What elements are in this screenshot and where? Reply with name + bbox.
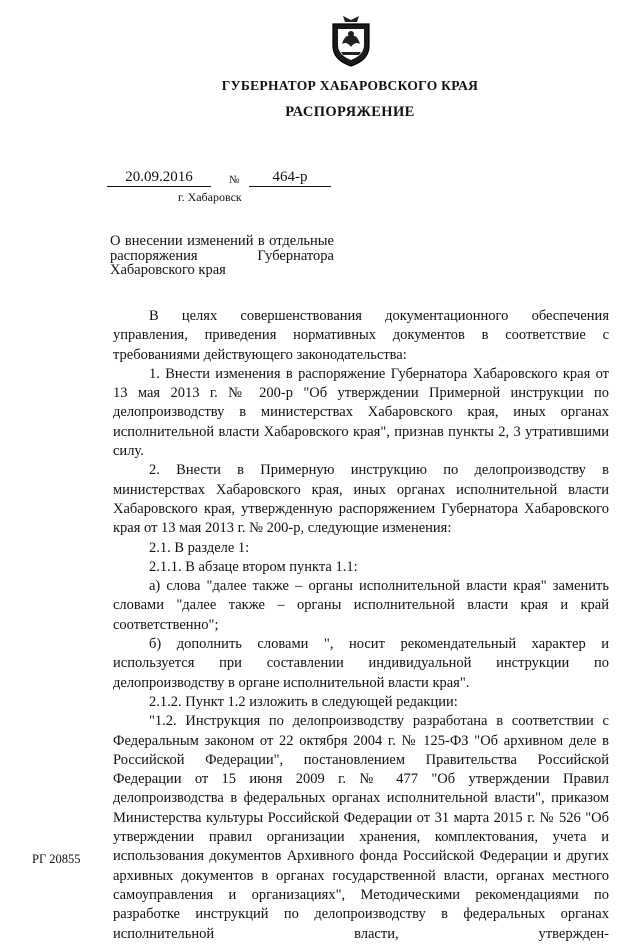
- issuing-authority-title: ГУБЕРНАТОР ХАБАРОВСКОГО КРАЯ: [221, 78, 479, 93]
- body-paragraph: б) дополнить словами ", носит рекомендательный характер и используется при составлении индивидуальной инструкции по делопроизводству в органе исполнительной власти края".: [113, 636, 609, 691]
- document-subject: О внесении изменений в отдельные распоряжения Губернатора Хабаровского края: [110, 233, 334, 278]
- body-paragraph: а) слова "далее также – органы исполнительной власти края" заменить словами "далее также – органы исполнительной власти края и край соответственно";: [113, 578, 609, 633]
- body-paragraph: 2.1.1. В абзаце втором пункта 1.1:: [149, 558, 358, 575]
- number-sign: №: [229, 174, 241, 186]
- document-body: [113, 307, 609, 944]
- document-type-title: РАСПОРЯЖЕНИЕ: [285, 104, 415, 120]
- document-number: 464-р: [249, 169, 331, 187]
- document-date: 20.09.2016: [107, 169, 211, 187]
- document-code: РГ 20855: [32, 852, 81, 866]
- body-paragraph: 2. Внести в Примерную инструкцию по делопроизводству в министерствах Хабаровского края, иных органах исполнительной власти Хабаровского края, утвержденную распоряжением Губернатора Хабаровского края от 13 мая 2013 г. № 200-р, следующие изменения:: [113, 462, 609, 537]
- coat-of-arms-emblem: [329, 14, 373, 68]
- body-paragraph: 2.1. В разделе 1:: [149, 539, 250, 556]
- body-paragraph: "1.2. Инструкция по делопроизводству разработана в соответствии с Федеральным законом от 22 октября 2004 г. № 125-ФЗ "Об архивном деле в Российской Федерации", постановлением Правительства Российской Федерации от 15 июня 2009 г. № 477 "Об утверждении Правил делопроизводства в федеральных органах исполнительной власти", приказом Министерства культуры Российской Федерации от 31 марта 2015 г. № 526 "Об утверждении правил организации хранения, комплектования, учета и использования документов Архивного фонда Российской Федерации и других архивных документов в органах государственной власти, органах местного самоуправления и организациях", Методическими рекомендациями по разработке инструкций по делопроизводству в федеральных органах исполнительной власти, утвержден-: [113, 713, 609, 942]
- body-paragraph: 1. Внести изменения в распоряжение Губернатора Хабаровского края от 13 мая 2013 г. № 200-р "Об утверждении Примерной инструкции по делопроизводству в министерствах Хабаровского края, иных органах исполнительной власти Хабаровского края", признав пункты 2, 3 утратившими силу.: [113, 365, 609, 460]
- body-paragraph: 2.1.2. Пункт 1.2 изложить в следующей редакции:: [149, 693, 458, 710]
- document-city: г. Хабаровск: [178, 190, 242, 204]
- body-paragraph: В целях совершенствования документационного обеспечения управления, приведения нормативных документов в соответствие с требованиями действующего законодательства:: [113, 308, 609, 363]
